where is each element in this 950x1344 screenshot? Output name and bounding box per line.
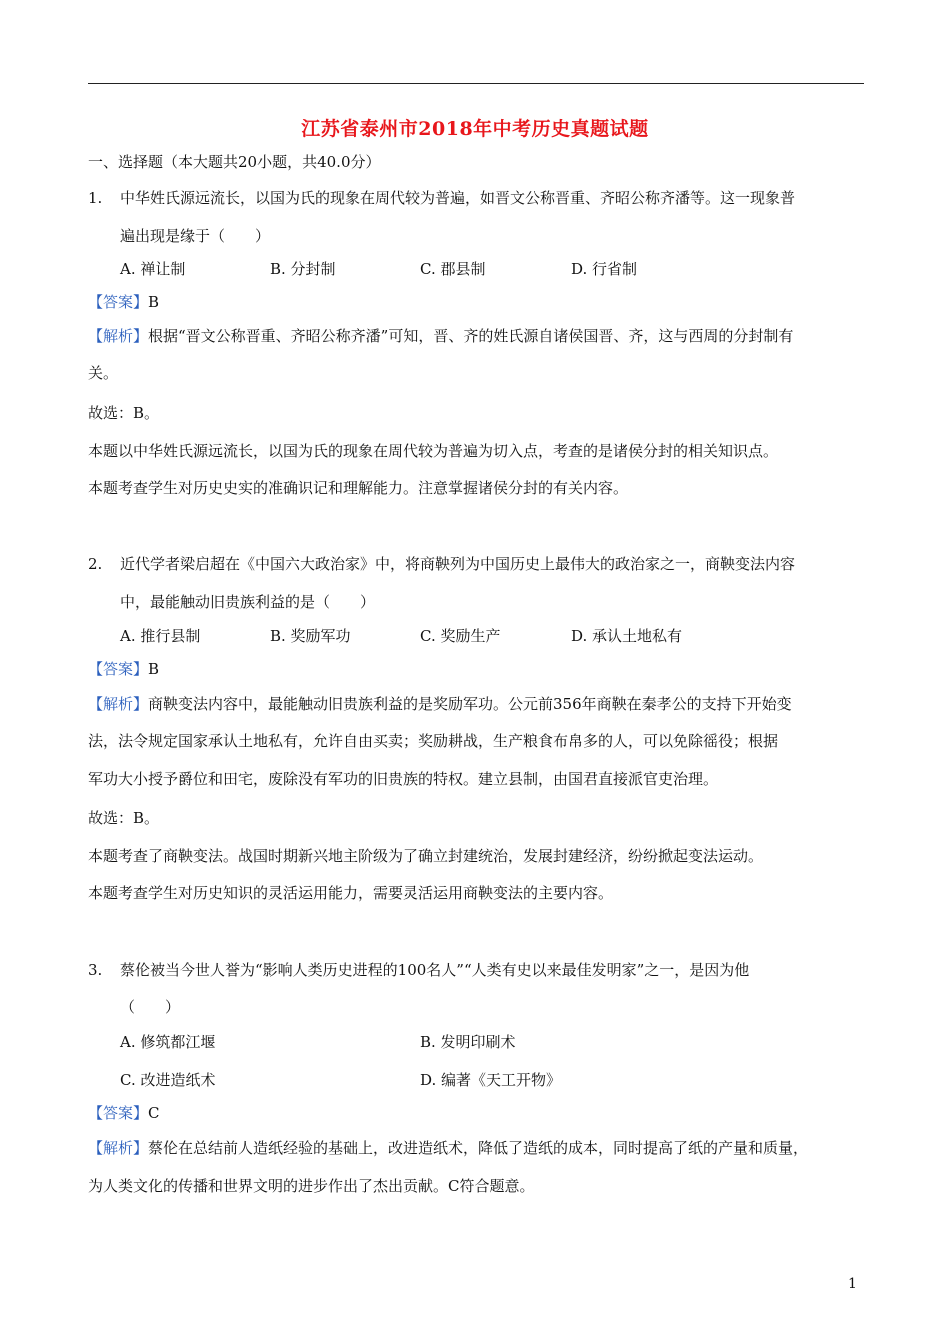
question-3-stem-line-2: （ ） xyxy=(120,998,181,1016)
page-number: 1 xyxy=(848,1276,857,1292)
question-2-note-1: 本题考查了商鞅变法。战国时期新兴地主阶级为了确立封建统治，发展封建经济，纷纷掀起变法运动。 xyxy=(88,847,764,865)
answer-tag: 【答案】 xyxy=(88,293,149,311)
question-1-stem-line-1: 中华姓氏源远流长，以国为氏的现象在周代较为普遍，如晋文公称晋重、齐昭公称齐潘等。这一现象普 xyxy=(120,189,796,207)
question-2-analysis-line-3: 军功大小授予爵位和田宅，废除没有军功的旧贵族的特权。建立县制，由国君直接派官吏治理。 xyxy=(88,770,719,788)
question-1-note-2: 本题考查学生对历史史实的准确识记和理解能力。注意掌握诸侯分封的有关内容。 xyxy=(88,479,629,497)
question-1-option-b: B. 分封制 xyxy=(270,260,336,278)
question-3-option-d: D. 编著《天工开物》 xyxy=(420,1071,562,1089)
question-3-option-b: B. 发明印刷术 xyxy=(420,1033,516,1051)
question-2-option-c: C. 奖励生产 xyxy=(420,627,501,645)
question-1-choose: 故选：B。 xyxy=(88,404,160,422)
analysis-tag: 【解析】 xyxy=(88,327,149,345)
question-2-number: 2. xyxy=(88,555,103,573)
question-1-answer xyxy=(88,292,159,312)
question-3-option-c: C. 改进造纸术 xyxy=(120,1071,216,1089)
question-2-option-b: B. 奖励军功 xyxy=(270,627,351,645)
page-title: 江苏省泰州市2018年中考历史真题试题 xyxy=(301,118,649,140)
question-1-option-d: D. 行省制 xyxy=(571,260,638,278)
header-rule xyxy=(88,83,864,84)
question-3-analysis-line-1: 【解析】蔡伦在总结前人造纸经验的基础上，改进造纸术，降低了造纸的成本，同时提高了纸的产量和质量， xyxy=(88,1139,809,1157)
question-1-option-a: A. 禅让制 xyxy=(120,260,186,278)
question-1-note-1: 本题以中华姓氏源远流长，以国为氏的现象在周代较为普遍为切入点，考查的是诸侯分封的相关知识点。 xyxy=(88,442,779,460)
question-2-option-d: D. 承认土地私有 xyxy=(571,627,683,645)
question-1-option-c: C. 郡县制 xyxy=(420,260,486,278)
question-2-analysis-line-2: 法，法令规定国家承认土地私有，允许自由买卖；奖励耕战，生产粮食布帛多的人，可以免除徭役；根据 xyxy=(88,732,779,750)
question-1-analysis-line-2: 关。 xyxy=(88,364,119,382)
question-1-stem-line-2: 遍出现是缘于（ ） xyxy=(120,227,271,245)
question-3-number: 3. xyxy=(88,961,103,979)
section-header: 一、选择题（本大题共20小题，共40.0分） xyxy=(88,153,381,171)
question-3-answer: 【答案】C xyxy=(88,1104,160,1122)
question-1-number: 1. xyxy=(88,189,103,207)
question-3-option-a: A. 修筑都江堰 xyxy=(120,1033,216,1051)
question-2-answer: 【答案】B xyxy=(88,660,160,678)
question-2-option-a: A. 推行县制 xyxy=(120,627,201,645)
question-1-analysis-line-1: 【解析】根据“晋文公称晋重、齐昭公称齐潘”可知，晋、齐的姓氏源自诸侯国晋、齐，这与西周的分封制有 xyxy=(88,327,794,345)
question-2-stem-line-2: 中，最能触动旧贵族利益的是（ ） xyxy=(120,593,376,611)
question-2-choose: 故选：B。 xyxy=(88,809,160,827)
answer-value: B xyxy=(148,293,160,311)
question-2-stem-line-1: 近代学者梁启超在《中国六大政治家》中，将商鞅列为中国历史上最伟大的政治家之一，商鞅变法内容 xyxy=(120,555,796,573)
question-2-analysis-line-1: 【解析】商鞅变法内容中，最能触动旧贵族利益的是奖励军功。公元前356年商鞅在秦孝公的支持下开始变 xyxy=(88,695,792,713)
question-3-analysis-line-2: 为人类文化的传播和世界文明的进步作出了杰出贡献。C符合题意。 xyxy=(88,1177,535,1195)
question-2-note-2: 本题考查学生对历史知识的灵活运用能力，需要灵活运用商鞅变法的主要内容。 xyxy=(88,884,614,902)
question-3-stem-line-1: 蔡伦被当今世人誉为“影响人类历史进程的100名人”“人类有史以来最佳发明家”之一，是因为他 xyxy=(120,961,750,979)
